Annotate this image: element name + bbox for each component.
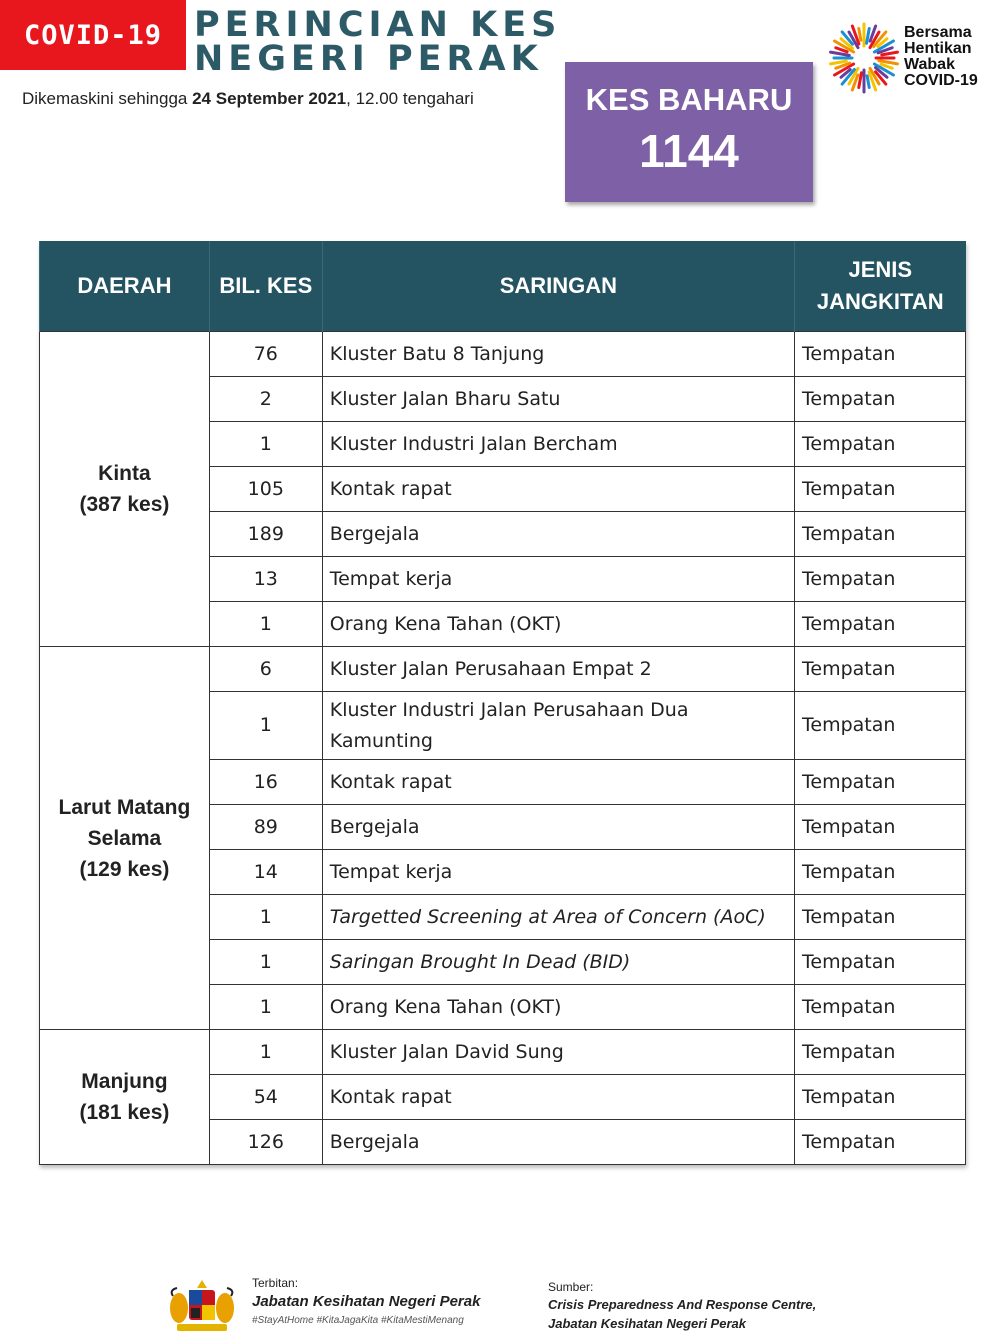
header-district: DAERAH [40,241,210,332]
campaign-line-3: Wabak [904,56,955,73]
updated-time: , 12.00 tengahari [346,89,474,108]
type-cell: Tempatan [795,377,966,422]
screening-cell: Kontak rapat [322,467,794,512]
type-cell: Tempatan [795,647,966,692]
updated-date: 24 September 2021 [192,89,347,108]
district-name: Manjung [81,1070,168,1093]
updated-prefix: Dikemaskini sehingga [22,89,193,108]
district-name: Kinta [98,462,151,485]
type-cell: Tempatan [795,692,966,760]
hashtags: #StayAtHome #KitaJagaKita #KitaMestiMenang [252,1315,464,1326]
cases-cell: 1 [209,895,322,940]
type-cell: Tempatan [795,850,966,895]
screening-cell: Kluster Industri Jalan Bercham [322,422,794,467]
cases-cell: 54 [209,1075,322,1120]
source-label: Sumber: [548,1280,594,1294]
screening-cell: Bergejala [322,512,794,557]
cases-cell: 2 [209,377,322,422]
district-total: (129 kes) [79,857,170,881]
type-cell: Tempatan [795,805,966,850]
type-cell: Tempatan [795,512,966,557]
publisher-label: Terbitan: [252,1276,299,1290]
screening-cell: Kluster Jalan Perusahaan Empat 2 [322,647,794,692]
type-cell: Tempatan [795,557,966,602]
table-row [40,1030,966,1075]
cases-cell: 16 [209,760,322,805]
title-line-1: PERINCIAN KES [194,5,562,45]
sunburst-icon [828,22,900,94]
type-cell: Tempatan [795,1030,966,1075]
screening-cell: Kluster Jalan David Sung [322,1030,794,1075]
cases-cell: 14 [209,850,322,895]
type-cell: Tempatan [795,895,966,940]
district-total: (181 kes) [79,1101,170,1124]
type-cell: Tempatan [795,1075,966,1120]
type-cell: Tempatan [795,1120,966,1165]
footer [0,1270,1008,1344]
campaign-line-4: COVID-19 [904,72,978,89]
table-row [40,332,966,377]
cases-cell: 126 [209,1120,322,1165]
source-line-2: Jabatan Kesihatan Negeri Perak [548,1316,746,1331]
district-total: (387 kes) [79,493,170,516]
cases-cell: 1 [209,940,322,985]
screening-cell: Targetted Screening at Area of Concern (AoC) [322,895,794,940]
district-cell-kinta [40,332,210,647]
type-cell: Tempatan [795,940,966,985]
header-type-line-2: JANGKITAN [816,289,944,314]
cases-cell: 1 [209,985,322,1030]
table-row [40,647,966,692]
header-type-line-1: JENIS [848,257,913,282]
cases-cell: 76 [209,332,322,377]
district-cell-larut-matang-selama [40,647,210,1030]
source-block [548,1280,816,1332]
cases-cell: 189 [209,512,322,557]
district-name-line-2: Selama [87,826,162,850]
screening-cell: Tempat kerja [322,850,794,895]
screening-cell: Kontak rapat [322,760,794,805]
screening-cell: Saringan Brought In Dead (BID) [322,940,794,985]
publisher-name: Jabatan Kesihatan Negeri Perak [252,1293,481,1310]
district-cell-manjung [40,1030,210,1165]
screening-cell: Kluster Industri Jalan Perusahaan Dua Kamunting [322,692,794,760]
screening-cell: Orang Kena Tahan (OKT) [322,985,794,1030]
type-cell: Tempatan [795,760,966,805]
header-cases: BIL. KES [209,241,322,332]
new-cases-box [565,62,813,202]
new-cases-label: KES BAHARU [585,82,793,117]
screening-cell: Bergejala [322,1120,794,1165]
type-cell: Tempatan [795,985,966,1030]
screening-cell: Orang Kena Tahan (OKT) [322,602,794,647]
cases-cell: 1 [209,422,322,467]
header-type [795,241,966,332]
cases-cell: 105 [209,467,322,512]
updated-note [22,89,474,109]
source-line-1: Crisis Preparedness And Response Centre, [548,1297,817,1312]
campaign-line-2: Hentikan [904,40,972,57]
type-cell: Tempatan [795,602,966,647]
campaign-logo [828,16,998,100]
district-name-line-1: Larut Matang [58,795,191,819]
cases-cell: 13 [209,557,322,602]
cases-cell: 6 [209,647,322,692]
screening-cell: Kontak rapat [322,1075,794,1120]
screening-cell: Bergejala [322,805,794,850]
type-cell: Tempatan [795,422,966,467]
page-title [194,5,562,79]
screening-cell: Tempat kerja [322,557,794,602]
case-breakdown-table [39,241,966,1165]
publisher-block [252,1276,480,1326]
screening-cell: Kluster Jalan Bharu Satu [322,377,794,422]
header-screening: SARINGAN [322,241,794,332]
coat-of-arms-icon [163,1278,241,1338]
covid-badge: COVID-19 [0,0,186,70]
cases-cell: 1 [209,1030,322,1075]
campaign-line-1: Bersama [904,24,972,41]
type-cell: Tempatan [795,467,966,512]
cases-cell: 89 [209,805,322,850]
campaign-text [904,25,978,89]
cases-cell: 1 [209,602,322,647]
cases-cell: 1 [209,692,322,760]
new-cases-value: 1144 [639,125,739,177]
screening-cell: Kluster Batu 8 Tanjung [322,332,794,377]
title-line-2: NEGERI PERAK [194,39,543,79]
table-header-row [40,241,966,332]
type-cell: Tempatan [795,332,966,377]
